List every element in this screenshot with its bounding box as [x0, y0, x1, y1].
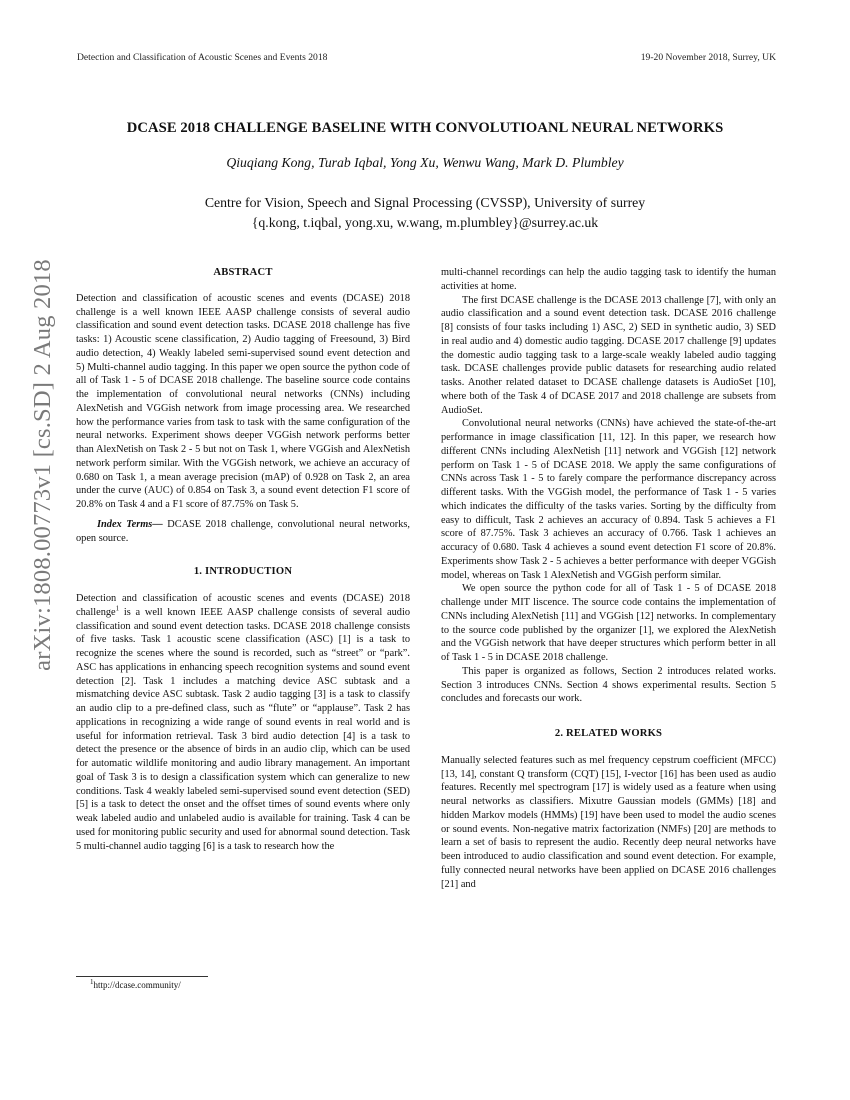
- related-works-heading: 2. RELATED WORKS: [554, 728, 663, 739]
- related-works-paragraph: Manually selected features such as mel frequency cepstrum coefficient (MFCC) [13, 14], constant Q transform (CQT) [15], I-vector [16] has been used as audio features. Recently mel spectrogram [17] is widely used as a feature when using neural networks as classifiers. Mixutre Gaussian models (GMMs) [18] and hidden Markov models (HMMs) [19] have been used to model the audio scenes or sound events. Non-negative matrix factorization (NMFs) [20] are methods to learn a set of basis to represent the audio. Recently deep neural networks have been introduced to audio classification and sound event detection. For example, fully connected neural networks have been applied on DCASE 2016 challenges [21] and: [441, 754, 776, 890]
- affiliation: [0, 193, 850, 233]
- intro-paragraph: [76, 592, 410, 853]
- right-column: [441, 266, 776, 891]
- introduction-heading: 1. INTRODUCTION: [193, 566, 293, 578]
- index-terms-text: DCASE 2018 challenge, convolutional neural networks, open source.: [76, 518, 411, 544]
- index-terms-label: Index Terms—: [97, 518, 163, 530]
- running-header-right: 19-20 November 2018, Surrey, UK: [640, 52, 776, 63]
- footnote-text: http://dcase.community/: [93, 980, 181, 990]
- arxiv-stamp: [19, 259, 67, 671]
- left-column: [76, 266, 410, 853]
- footnote-marker: 1: [115, 604, 120, 613]
- intro-text-a: Detection and classification of acoustic scenes and events (DCASE) 2018 challenge: [76, 593, 410, 618]
- intro-paragraph-dcase-history: The first DCASE challenge is the DCASE 2013 challenge [7], with only an audio classification and a sound event detection task. DCASE 2016 challenge [8] consists of four tasks including 1) ASC, 2) SED in synthetic audio, 3) SED in real audio and 4) domestic audio tagging. DCASE 2017 challenge [9] updates the domestic audio tagging task to a large-scale weakly labeled audio tagging task. DCASE challenges provide public datasets for researching audio related tasks. Another related dataset to DCASE challenge datasets is AudioSet [10], where both of the Task 4 of DCASE 2017 and 2018 challenge are subsets from AudioSet.: [441, 294, 776, 416]
- arxiv-stamp-text: arXiv:1808.00773v1 [cs.SD] 2 Aug 2018: [29, 259, 56, 671]
- running-header-left: Detection and Classification of Acoustic Scenes and Events 2018: [77, 52, 328, 63]
- intro-paragraph-cnn: Convolutional neural networks (CNNs) have achieved the state-of-the-art performance in image classification [11, 12]. In this paper, we research how different CNNs including AlexNetish [11] network and VGGish [12] network perform on Task 1 - 5 of DCASE 2018. We apply the same configurations of CNNs across Task 1 - 5 to farely compare the performance discrepancy across different tasks. With the VGGish model, the performance of Task 1 - 5 varies which indicates the difficulty of the tasks varies. Sorting by the difficulty from easy to difficult, Task 2 achieves an accuracy of 0.894. Task 5 achieves a F1 score of 87.75%. Task 3 achieves an accuracy of 0.766. Task 1 achieves an accuracy of 0.680. Task 4 achieves a sound event detection F1 score of 20.8%. Experiments show Task 2 - 5 achieves a better performance with deeper VGGish model, whereas on Task 1 AlexNetish and VGGish perform similar.: [441, 418, 776, 581]
- author-list: Qiuqiang Kong, Turab Iqbal, Yong Xu, Wenwu Wang, Mark D. Plumbley: [226, 155, 624, 170]
- affiliation-line: Centre for Vision, Speech and Signal Processing (CVSSP), University of surrey: [204, 195, 646, 210]
- index-terms: [76, 518, 410, 546]
- abstract-heading: ABSTRACT: [213, 267, 273, 278]
- intro-text-b: is a well known IEEE AASP challenge consists of several audio classification and sound event detection tasks. DCASE 2018 challenge consists of five tasks. Task 1 acoustic scene classification (ASC) [1] is a task to recognize the scenes where the sound is recorded, such as “street” or “park”. ASC has applications in enhancing speech recognition systems and sound event detection [2]. Task 1 includes a matching device ASC subtask and a mismatching device ASC subtask. Task 2 audio tagging [3] is a task to classify an audio clip to a pre-defined class, such as “flute” or “applause”. Task 2 has applications in recognizing a wide range of sound events in real world and is useful for information retrieval. Task 3 bird audio detection [4] is a task to detect the presence or the absence of birds in an audio clip, which can be used for automatic wildlife monitoring and audio library management. An important goal of Task 3 is to design a classification system which can generalize to new conditions. Task 4 weakly labeled semi-supervised sound event detection (SED) [5] is a task to detect the onset and the offset times of sound events where only weak labeled audio and unlabeled audio is available for training. Task 4 can be used for monitoring public security and used for abnormal sound detection. Task 5 multi-channel audio tagging [6] is a task to research how the: [76, 606, 410, 852]
- intro-paragraph-continued: multi-channel recordings can help the audio tagging task to identify the human activities at home.: [441, 267, 776, 292]
- footnote-number: 1: [90, 978, 94, 986]
- footnote: [90, 980, 181, 990]
- footnote-rule: [76, 976, 208, 977]
- intro-paragraph-organization: This paper is organized as follows, Section 2 introduces related works. Section 3 introduces CNNs. Section 4 shows experimental results. Section 5 concludes and forecasts our work.: [441, 665, 776, 705]
- abstract-text: Detection and classification of acoustic scenes and events (DCASE) 2018 challenge is a well known IEEE AASP challenge consists of several audio classification and sound event detection tasks. DCASE 2018 challenge has five tasks: 1) Acoustic scene classification, 2) Audio tagging of Freesound, 3) Bird audio detection, 4) Weakly labeled semi-supervised sound event detection and 5) Multi-channel audio tagging. In this paper we open source the python code of all of Task 1 - 5 of DCASE 2018 challenge. The baseline source code contains the implementation of convolutional neural networks (CNNs) including AlexNetish and VGGish network from image processing area. We researched how the performance varies from task to task with the same configuration of the neural networks. Experiment shows deeper VGGish network performs better than AlexNetish on Task 2 - 5 but not on Task 1, where VGGish and AlexNetish network perform similar. With the VGGish network, we achieve an accuracy of 0.680 on Task 1, a mean average precision (mAP) of 0.928 on Task 2, an area under the curve (AUC) of 0.854 on Task 3, a sound event detection F1 score of 20.8% on Task 4 and a F1 score of 87.75% on Task 5.: [76, 292, 410, 510]
- intro-paragraph-open-source: We open source the python code for all of Task 1 - 5 of DCASE 2018 challenge under MIT liscence. The source code contains the implementation of CNNs including AlexNetish [11] and VGGish [12] networks. In complementary to the source code published by the organizer [1], we explored the AlexNetish and the VGGish network that have deeper structures which perform better in all of Task 1 - 5 in DCASE 2018 challenge.: [441, 583, 776, 663]
- email-line: {q.kong, t.iqbal, yong.xu, w.wang, m.plumbley}@surrey.ac.uk: [251, 215, 599, 230]
- paper-title: DCASE 2018 CHALLENGE BASELINE WITH CONVOLUTIOANL NEURAL NETWORKS: [126, 120, 724, 136]
